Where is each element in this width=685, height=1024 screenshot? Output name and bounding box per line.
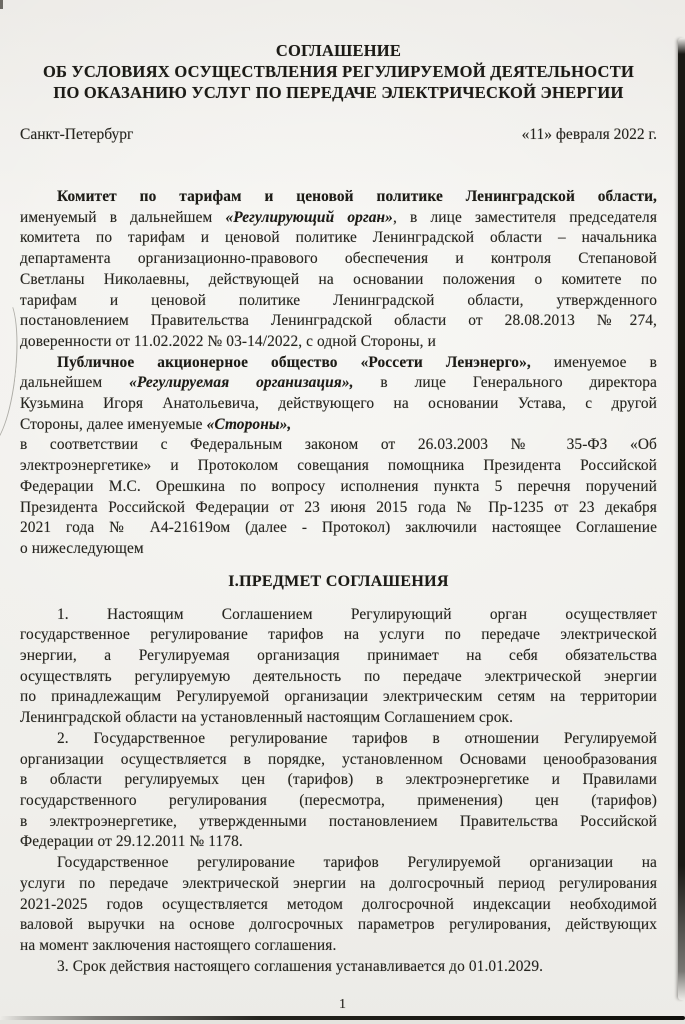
defined-term-regulated-org: «Регулируемая организация»,: [129, 374, 354, 392]
section-heading: I.ПРЕДМЕТ СОГЛАШЕНИЯ: [228, 572, 449, 590]
city-label: Санкт-Петербург: [20, 126, 134, 143]
text-line: валовой выручки на основе долгосрочных параметров регулирования, действующих: [20, 916, 657, 934]
text-line: [20, 415, 657, 436]
title-line-1: СОГЛАШЕНИЕ: [275, 41, 402, 60]
text-run: , в лице заместителя председателя: [392, 208, 658, 226]
text-line: организации осуществляется в порядке, установленном Основами ценообразования: [20, 750, 657, 768]
clause-1: [20, 605, 657, 729]
text-run: именуемое в: [530, 353, 658, 371]
date-label: «11» февраля 2022 г.: [521, 126, 657, 143]
text-line: доверенности от 11.02.2022 № 03-14/2022, с одной Стороны, и: [20, 332, 436, 350]
clause-2: [20, 729, 657, 853]
text-run: в лице Генерального директора: [353, 374, 657, 392]
text-run: именуемый в дальнейшем: [20, 208, 226, 226]
text-line: энергии, а Регулируемая организация принимает на себя обязательства: [20, 647, 657, 665]
defined-term-regulator: «Регулирующий орган»: [225, 208, 393, 226]
text-line: [20, 208, 657, 229]
title-line-2: ОБ УСЛОВИЯХ ОСУЩЕСТВЛЕНИЯ РЕГУЛИРУЕМОЙ ДЕЯТЕЛЬНОСТИ: [42, 62, 635, 81]
text-line: комитета по тарифам и ценовой политике Ленинградской области – начальника: [20, 229, 657, 247]
text-line: государственное регулирование тарифов на услуги по передаче электрической: [20, 626, 657, 644]
text-line: услуги по передаче электрической энергии на долгосрочный период регулирования: [20, 874, 657, 892]
text-line: Федерации М.С. Орешкина по вопросу исполнения пункта 5 перечня поручений: [20, 477, 657, 495]
text-line: постановлением Правительства Ленинградской области от 28.08.2013 №274,: [20, 312, 657, 330]
text-line: 2. Государственное регулирование тарифов в отношении Регулируемой: [57, 729, 657, 747]
text-line: в области регулируемых цен (тарифов) в электроэнергетике и Правилами: [20, 771, 657, 789]
text-line: о нижеследующем: [20, 539, 144, 557]
title-line-3: ПО ОКАЗАНИЮ УСЛУГ ПО ПЕРЕДАЧЕ ЭЛЕКТРИЧЕСКОЙ ЭНЕРГИИ: [53, 83, 624, 102]
scan-edge-right: [678, 38, 685, 1000]
clause-3: [20, 957, 657, 978]
text-line: по принадлежащим Регулируемой организации электрическим сетям на территории: [20, 688, 657, 706]
document-content: [20, 40, 657, 977]
document-body: [20, 187, 657, 977]
text-line: [20, 353, 657, 374]
text-line: Комитет по тарифам и ценовой политике Ленинградской области,: [57, 188, 657, 205]
document-title: [20, 40, 657, 103]
text-line: Светланы Николаевны, действующей на основании положения о комитете по: [20, 270, 657, 288]
clause-2-continuation: [20, 853, 657, 957]
text-line: Федерации от 29.12.2011 № 1178.: [20, 833, 243, 851]
text-line: государственного регулирования (пересмотра, применения) цен (тарифов): [20, 791, 657, 809]
scan-edge-bottom-margin: [0, 1020, 685, 1024]
text-line: тарифам и ценовой политике Ленинградской области, утвержденного: [20, 291, 657, 309]
paragraph-regulator: [20, 187, 657, 353]
scan-speck-top-left: [0, 0, 3, 9]
text-line: 3. Срок действия настоящего соглашения устанавливается до 01.01.2029.: [57, 957, 544, 975]
dateline: [20, 124, 657, 145]
paragraph-company: [20, 353, 657, 436]
text-line: осуществлять регулируемую деятельность по передаче электрической энергии: [20, 667, 657, 685]
text-line: Кузьмина Игоря Анатольевича, действующего на основании Устава, с другой: [20, 395, 657, 413]
company-name: Публичное акционерное общество «Россети Ленэнерго»,: [57, 353, 531, 371]
text-line: электроэнергетике» и Протоколом совещания помощника Президента Российской: [20, 457, 657, 475]
text-line: 1. Настоящим Соглашением Регулирующий орган осуществляет: [57, 605, 657, 623]
text-line: 2021 года № А4-21619ом (далее - Протокол) заключили настоящее Соглашение: [20, 519, 657, 537]
text-line: Президента Российской Федерации от 23 июня 2015 года № Пр-1235 от 23 декабря: [20, 498, 657, 516]
text-line: [20, 373, 657, 394]
text-run: дальнейшем: [20, 374, 130, 392]
page-number: 1: [339, 997, 346, 1012]
text-line: в соответствии с Федеральным законом от 26.03.2003 № 35-ФЗ «Об: [20, 436, 657, 454]
paragraph-legal-basis: [20, 435, 657, 559]
text-run: Стороны, далее именуемые: [20, 415, 207, 433]
text-line: в электроэнергетике, утвержденными постановлением Правительства Российской: [20, 812, 657, 830]
text-line: на момент заключения настоящего соглашения.: [20, 936, 337, 954]
text-line: Ленинградской области на установленный настоящим Соглашением срок.: [20, 709, 514, 727]
text-line: департамента организационно-правового обеспечения и контроля Степановой: [20, 250, 657, 268]
defined-term-parties: «Стороны»,: [206, 415, 292, 433]
text-line: Государственное регулирование тарифов Регулируемой организации на: [57, 854, 657, 872]
text-line: 2021-2025 годов осуществляется методом долгосрочной индексации необходимой: [20, 895, 657, 913]
